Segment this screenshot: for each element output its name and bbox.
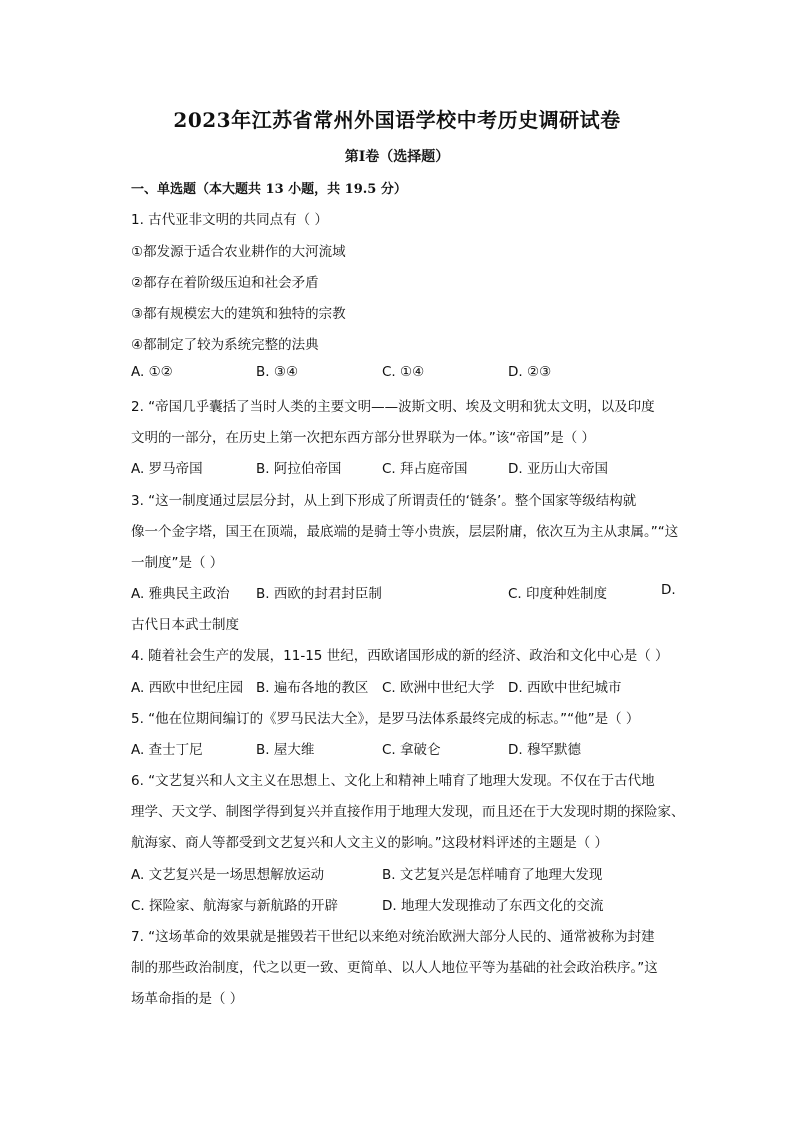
question-3-option-d-text: 古代日本武士制度	[131, 617, 239, 633]
question-3-option-c: C. 印度种姓制度	[508, 586, 608, 602]
question-2-option-c: C. 拜占庭帝国	[382, 461, 468, 477]
question-2-option-d: D. 亚历山大帝国	[508, 461, 608, 477]
question-1-statement-2: ②都存在着阶级压迫和社会矛盾	[131, 275, 319, 291]
question-3-option-d: D.	[661, 582, 676, 598]
question-3-stem-line-2: 像一个金字塔，国王在顶端，最底端的是骑士等小贵族，层层附庸，依次互为主从隶属。”“这	[131, 524, 679, 540]
question-4-option-c: C. 欧洲中世纪大学	[382, 680, 495, 696]
question-4-stem: 4. 随着社会生产的发展，11-15 世纪，西欧诸国形成的新的经济、政治和文化中心是（ ）	[131, 648, 669, 664]
question-5-option-a: A. 查士丁尼	[131, 742, 203, 758]
question-1-statement-1: ①都发源于适合农业耕作的大河流域	[131, 244, 346, 260]
question-2-stem-line-1: 2. “帝国几乎囊括了当时人类的主要文明——波斯文明、埃及文明和犹太文明，以及印度	[131, 399, 655, 415]
question-3-stem-line-3: 一制度”是（ ）	[131, 555, 224, 571]
question-1-option-c: C. ①④	[382, 364, 425, 380]
question-4-option-d: D. 西欧中世纪城市	[508, 680, 622, 696]
question-6-stem-line-1: 6. “文艺复兴和人文主义在思想上、文化上和精神上哺育了地理大发现。不仅在于古代地	[131, 773, 655, 789]
section-heading: 一、单选题（本大题共 13 小题，共 19.5 分）	[131, 182, 407, 197]
question-3-option-b: B. 西欧的封君封臣制	[256, 586, 382, 602]
question-6-stem-line-2: 理学、天文学、制图学得到复兴并直接作用于地理大发现，而且还在于大发现时期的探险家、	[131, 804, 685, 820]
page-subtitle: 第Ⅰ卷（选择题）	[344, 149, 450, 165]
question-6-option-d: D. 地理大发现推动了东西文化的交流	[382, 898, 604, 914]
question-1-option-a: A. ①②	[131, 364, 173, 380]
question-4-option-b: B. 遍布各地的教区	[256, 680, 369, 696]
question-1-option-b: B. ③④	[256, 364, 299, 380]
question-6-stem-line-3: 航海家、商人等都受到文艺复兴和人文主义的影响。”这段材料评述的主题是（ ）	[131, 835, 609, 851]
question-6-option-b: B. 文艺复兴是怎样哺育了地理大发现	[382, 867, 603, 883]
question-6-option-a: A. 文艺复兴是一场思想解放运动	[131, 867, 325, 883]
question-2-stem-line-2: 文明的一部分，在历史上第一次把东西方部分世界联为一体。”该“帝国”是（ ）	[131, 430, 596, 446]
question-1-statement-4: ④都制定了较为系统完整的法典	[131, 337, 319, 353]
question-5-option-d: D. 穆罕默德	[508, 742, 581, 758]
question-5-option-c: C. 拿破仑	[382, 742, 441, 758]
question-7-stem-line-2: 制的那些政治制度，代之以更一致、更简单、以人人地位平等为基础的社会政治秩序。”这	[131, 960, 658, 976]
question-4-option-a: A. 西欧中世纪庄园	[131, 680, 244, 696]
question-7-stem-line-3: 场革命指的是（ ）	[131, 991, 244, 1007]
question-1-stem: 1. 古代亚非文明的共同点有（ ）	[131, 212, 328, 228]
question-2-option-b: B. 阿拉伯帝国	[256, 461, 342, 477]
question-6-option-c: C. 探险家、航海家与新航路的开辟	[131, 898, 339, 914]
question-5-option-b: B. 屋大维	[256, 742, 315, 758]
question-3-option-a: A. 雅典民主政治	[131, 586, 230, 602]
question-1-statement-3: ③都有规模宏大的建筑和独特的宗教	[131, 306, 346, 322]
question-1-option-d: D. ②③	[508, 364, 552, 380]
question-3-stem-line-1: 3. “这一制度通过层层分封，从上到下形成了所谓责任的‘链条’。整个国家等级结构就	[131, 493, 637, 509]
question-2-option-a: A. 罗马帝国	[131, 461, 203, 477]
page-title: 2023年江苏省常州外国语学校中考历史调研试卷	[173, 108, 621, 132]
question-5-stem: 5. “他在位期间编订的《罗马民法大全》，是罗马法体系最终完成的标志。”“他”是（ ）	[131, 711, 640, 727]
question-7-stem-line-1: 7. “这场革命的效果就是摧毁若干世纪以来绝对统治欧洲大部分人民的、通常被称为封建	[131, 929, 655, 945]
